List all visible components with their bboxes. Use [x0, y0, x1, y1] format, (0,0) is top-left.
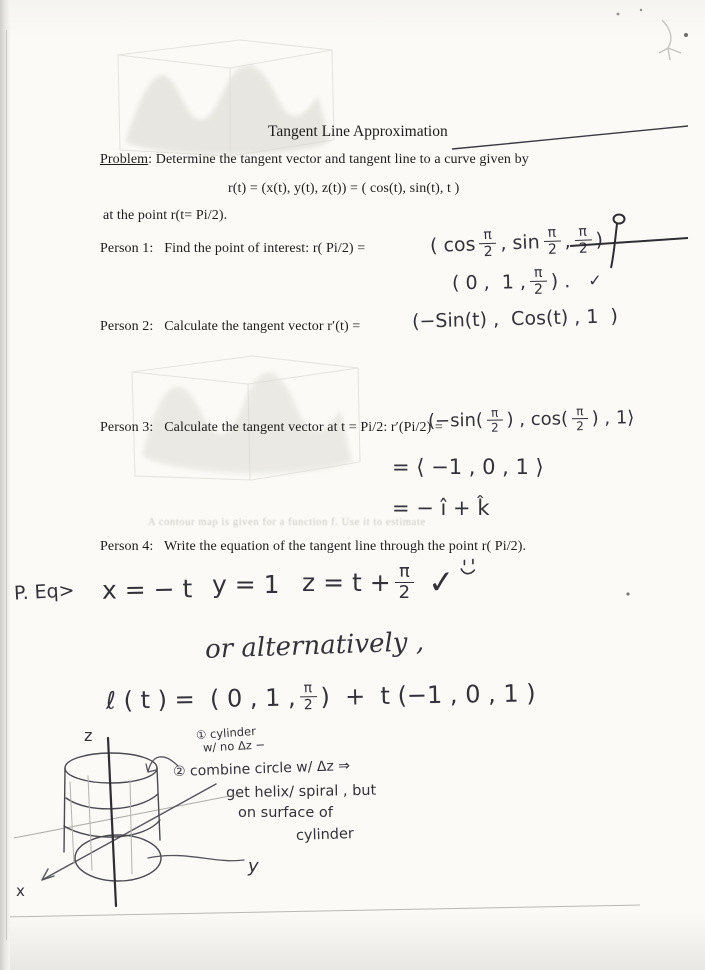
hw-vector-components: = ⟨ −1 , 0 , 1 ⟩	[392, 455, 544, 479]
hw-text: ,	[564, 229, 571, 252]
hw-x-equation: x = − t	[101, 574, 193, 605]
hw-text: (−sin(	[427, 409, 484, 432]
y-axis-line	[148, 855, 244, 860]
check-mark: ✓	[426, 562, 457, 602]
hw-alternatively: or alternatively ,	[204, 627, 425, 665]
pi-over-2-fraction	[530, 266, 547, 297]
fraction-numerator: π	[547, 224, 557, 241]
person-3-label: Person 3:	[100, 420, 154, 435]
fraction-denominator: 2	[575, 239, 592, 256]
fraction-numerator: π	[490, 405, 499, 420]
sketch-horizontal-line	[570, 238, 688, 246]
hw-tangent-at-pi2	[428, 404, 635, 435]
hw-unit-vector-form: = − î + k̂	[392, 496, 490, 520]
corner-pen-mark	[659, 20, 688, 60]
hw-tangent-vector: (−Sin(t) , Cos(t) , 1 )	[411, 305, 619, 333]
note-combine-2b: get helix/ spiral , but	[225, 782, 377, 802]
bleed-through-text: A contour map is given for a function f. Use it to estimate	[148, 517, 426, 528]
person-3-text: Calculate the tangent vector at t = Pi/2: r′(Pi/2) =	[164, 420, 443, 435]
fraction-denominator: 2	[572, 418, 588, 432]
person-1-label: Person 1:	[100, 241, 154, 256]
hw-text: ( 0 , 1 ,	[451, 270, 527, 294]
fraction-numerator: π	[533, 264, 543, 281]
pi-over-2-fraction	[395, 563, 414, 602]
sketch-vertical-line	[611, 224, 617, 268]
x-axis-arrow	[42, 784, 216, 880]
person-4-text: Write the equation of the tangent line through the point r( Pi/2).	[163, 539, 527, 554]
hw-text: )	[595, 228, 604, 251]
hw-text: z = t +	[302, 568, 391, 597]
speck-dot	[617, 13, 620, 16]
hw-z-equation	[302, 563, 414, 602]
hw-text: , sin	[499, 230, 541, 255]
fraction-denominator: 2	[544, 240, 561, 257]
note-cylinder-1: ① cylinder	[195, 723, 257, 743]
problem-text: : Determine the tangent vector and tangent line to a curve given by	[148, 152, 529, 167]
fraction-denominator: 2	[300, 696, 317, 712]
fraction-numerator: π	[483, 226, 493, 244]
speck-dot	[626, 592, 629, 595]
hw-text: ℓ ( t ) = ( 0 , 1 ,	[105, 682, 296, 715]
axis-label-x: x	[16, 882, 25, 900]
person-4-label: Person 4:	[100, 539, 154, 554]
pi-over-2-fraction	[572, 405, 588, 432]
sketch-diagonal-line	[14, 794, 240, 838]
bleed-surface-top	[125, 65, 330, 155]
axis-label-z: z	[84, 726, 93, 745]
hw-text: ( cos	[429, 232, 476, 257]
fraction-denominator: 2	[487, 419, 503, 433]
page-title: Tangent Line Approximation	[268, 123, 448, 140]
note-combine-2: ② combine circle w/ Δz ⇒	[172, 757, 351, 781]
fraction-numerator: π	[578, 223, 588, 240]
hw-text: ) .	[550, 269, 571, 293]
fraction-denominator: 2	[395, 582, 414, 602]
fraction-denominator: 2	[530, 281, 547, 297]
page-edge-line	[6, 30, 7, 940]
note-combine-2d: cylinder	[295, 825, 355, 845]
axis-label-y: y	[248, 856, 259, 877]
person-1-text: Find the point of interest: r( Pi/2) =	[164, 241, 366, 256]
point-on-line-sketch	[556, 196, 704, 296]
note-cylinder-1b: w/ no Δz −	[202, 737, 266, 755]
fraction-numerator: π	[398, 561, 410, 582]
pi-over-2-fraction	[299, 681, 316, 712]
hw-parametric-eq-label: P. Eq>	[13, 579, 76, 605]
hw-y-equation: y = 1	[212, 570, 280, 599]
person-1-row	[100, 241, 365, 257]
sketch-point-circle	[614, 215, 625, 224]
curve-equation: r(t) = (x(t), y(t), z(t)) = ( cos(t), sin(t), t )	[228, 181, 460, 196]
problem-statement	[100, 152, 529, 168]
person-3-row	[100, 420, 443, 436]
hw-text: ) + t (−1 , 0 , 1 )	[320, 678, 536, 711]
person-2-label: Person 2:	[100, 319, 154, 334]
hw-text: ) , cos(	[506, 408, 569, 431]
fraction-denominator: 2	[479, 243, 496, 260]
fraction-numerator: π	[576, 404, 584, 419]
check-mark: ✓	[588, 270, 602, 290]
person-2-text: Calculate the tangent vector r′(t) =	[164, 319, 361, 334]
fraction-numerator: π	[303, 680, 313, 697]
speck-dot	[640, 9, 642, 11]
title-underline	[452, 126, 688, 149]
person-2-row	[100, 319, 360, 335]
hw-text: ) , 1⟩	[591, 407, 635, 429]
person-4-row	[100, 539, 526, 555]
at-point-text: at the point r(t= Pi/2).	[103, 208, 228, 223]
pi-over-2-fraction	[479, 228, 497, 260]
cylinder-sketch	[8, 722, 278, 922]
problem-label: Problem	[100, 152, 149, 167]
note-arrow	[146, 757, 178, 772]
pi-over-2-fraction	[487, 407, 503, 434]
note-combine-2c: on surface of	[238, 805, 333, 821]
